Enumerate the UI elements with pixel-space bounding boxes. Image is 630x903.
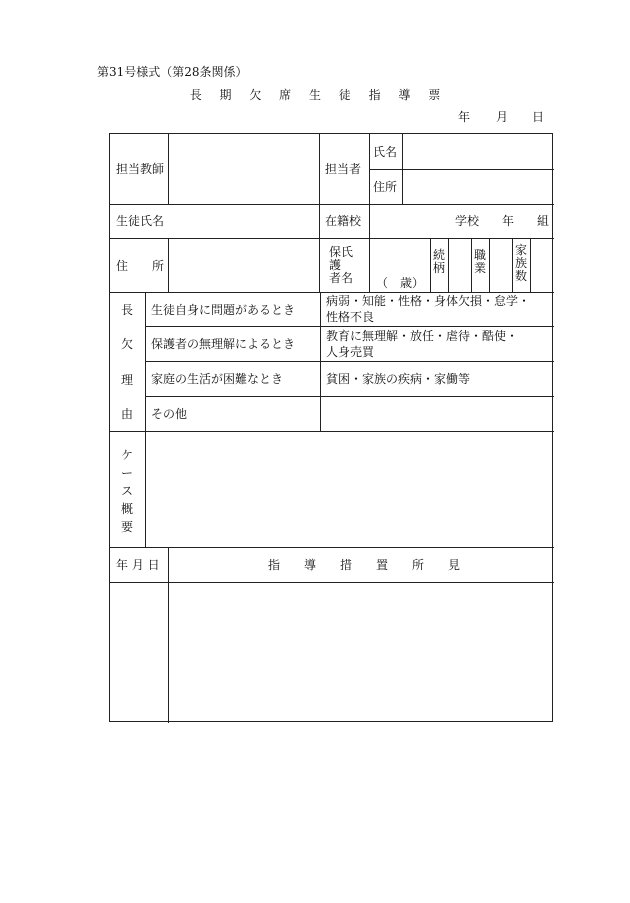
grid-line [145, 292, 146, 431]
reason-vertical-char: 理 [121, 373, 134, 387]
reason-detail: 貧困・家族の疾病・家働等 [326, 372, 471, 386]
grid-line [145, 396, 554, 397]
grid-line [110, 238, 554, 239]
grid-line [168, 134, 169, 204]
date-year-label: 年 [458, 110, 471, 124]
relation-label: 続柄 [432, 248, 445, 275]
class-suffix: 組 [537, 214, 550, 228]
grid-line [369, 169, 554, 170]
guardian-label-line3: 者名 [329, 271, 354, 285]
guardian-label-line2: 護 [329, 258, 342, 272]
guidance-form-table [109, 133, 553, 722]
school-suffix: 学校 [455, 214, 480, 228]
grid-line [110, 582, 554, 583]
page-title: 長 期 欠 席 生 徒 指 導 票 [189, 88, 448, 102]
reason-cause: 生徒自身に問題があるとき [151, 303, 296, 317]
grid-line [319, 134, 320, 292]
guardian-age-label: （ 歳） [376, 276, 425, 290]
reason-vertical-char: 由 [121, 407, 134, 421]
grid-line [489, 238, 490, 292]
family-count-label: 家族数 [514, 243, 527, 283]
case-summary-char: ス [121, 484, 134, 498]
reason-detail: 人身売買 [326, 345, 375, 359]
date-month-label: 月 [496, 110, 509, 124]
address-label: 住 所 [116, 259, 165, 273]
grid-line [145, 361, 554, 362]
case-summary-char: 概 [121, 502, 134, 516]
teacher-label: 担当教師 [116, 162, 165, 176]
form-number: 第31号様式（第28条関係） [97, 65, 248, 79]
grid-line [320, 292, 321, 431]
reason-detail: 性格不良 [326, 310, 375, 324]
school-label: 在籍校 [325, 214, 362, 228]
grid-line [471, 238, 472, 292]
reason-cause: その他 [151, 407, 188, 421]
grid-line [168, 547, 169, 723]
student-name-label: 生徒氏名 [116, 214, 165, 228]
grid-line [402, 134, 403, 204]
guardian-label-line1: 保氏 [329, 245, 354, 259]
case-summary-char: ケ [121, 448, 134, 462]
grid-line [168, 238, 169, 292]
date-day-label: 日 [532, 110, 545, 124]
person-name-label: 氏名 [373, 145, 398, 159]
reason-cause: 家庭の生活が困難なとき [151, 372, 284, 386]
case-summary-char: ー [121, 466, 134, 480]
reason-cause: 保護者の無理解によるとき [151, 337, 296, 351]
grid-line [145, 326, 554, 327]
grid-line [512, 238, 513, 292]
case-summary-char: 要 [121, 520, 134, 534]
person-address-label: 住所 [373, 180, 398, 194]
grid-line [110, 204, 554, 205]
grid-line [110, 547, 554, 548]
grid-line [369, 134, 370, 292]
person-in-charge-label: 担当者 [325, 162, 362, 176]
reason-detail: 教育に無理解・放任・虐待・酷使・ [326, 329, 519, 343]
reason-detail: 病弱・知能・性格・身体欠損・怠学・ [326, 294, 531, 308]
occupation-label: 職業 [473, 248, 486, 275]
grid-line [530, 238, 531, 292]
grid-line [145, 431, 146, 547]
grid-line [110, 431, 554, 432]
grade-suffix: 年 [502, 214, 515, 228]
guidance-measures-label: 指 導 措 置 所 見 [268, 558, 461, 572]
reason-vertical-char: 欠 [121, 337, 134, 351]
reason-vertical-char: 長 [121, 303, 134, 317]
grid-line [448, 238, 449, 292]
guidance-date-label: 年 月 日 [116, 558, 160, 572]
grid-line [430, 238, 431, 292]
